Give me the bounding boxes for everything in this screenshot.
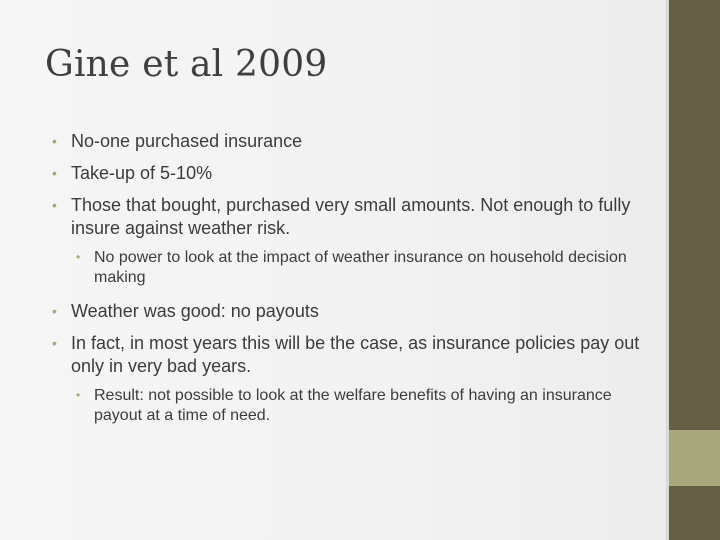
bullet-dot-icon: • [76, 388, 81, 402]
bullet-dot-icon: • [76, 250, 81, 264]
slide-title: Gine et al 2009 [45, 44, 328, 85]
bullet-item [52, 332, 652, 378]
bullet-dot-icon: • [52, 335, 57, 351]
bullet-text: In fact, in most years this will be the case, as insurance policies pay out only in very bad years. [71, 333, 640, 376]
sidebar-accent-band [669, 430, 720, 486]
sub-bullet-item [52, 248, 652, 288]
bullet-item [52, 300, 652, 323]
bullet-text: Those that bought, purchased very small amounts. Not enough to fully insure against weather risk. [71, 195, 631, 238]
bullet-text: No-one purchased insurance [71, 131, 303, 151]
bullet-dot-icon: • [52, 165, 57, 181]
sidebar-band-bottom [669, 486, 720, 540]
bullet-dot-icon: • [52, 133, 57, 149]
bullet-text: Weather was good: no payouts [71, 301, 319, 321]
bullet-dot-icon: • [52, 197, 57, 213]
sub-bullet-item [52, 386, 652, 426]
sub-bullet-text: Result: not possible to look at the welfare benefits of having an insurance payout at a time of need. [94, 387, 612, 424]
sidebar-band-top [669, 0, 720, 430]
bullet-item [52, 194, 652, 240]
bullet-item [52, 162, 652, 185]
sub-bullet-text: No power to look at the impact of weather insurance on household decision making [94, 249, 627, 286]
bullet-item [52, 130, 652, 153]
bullet-text: Take-up of 5-10% [71, 163, 213, 183]
bullet-dot-icon: • [52, 303, 57, 319]
bullet-list [52, 130, 652, 438]
